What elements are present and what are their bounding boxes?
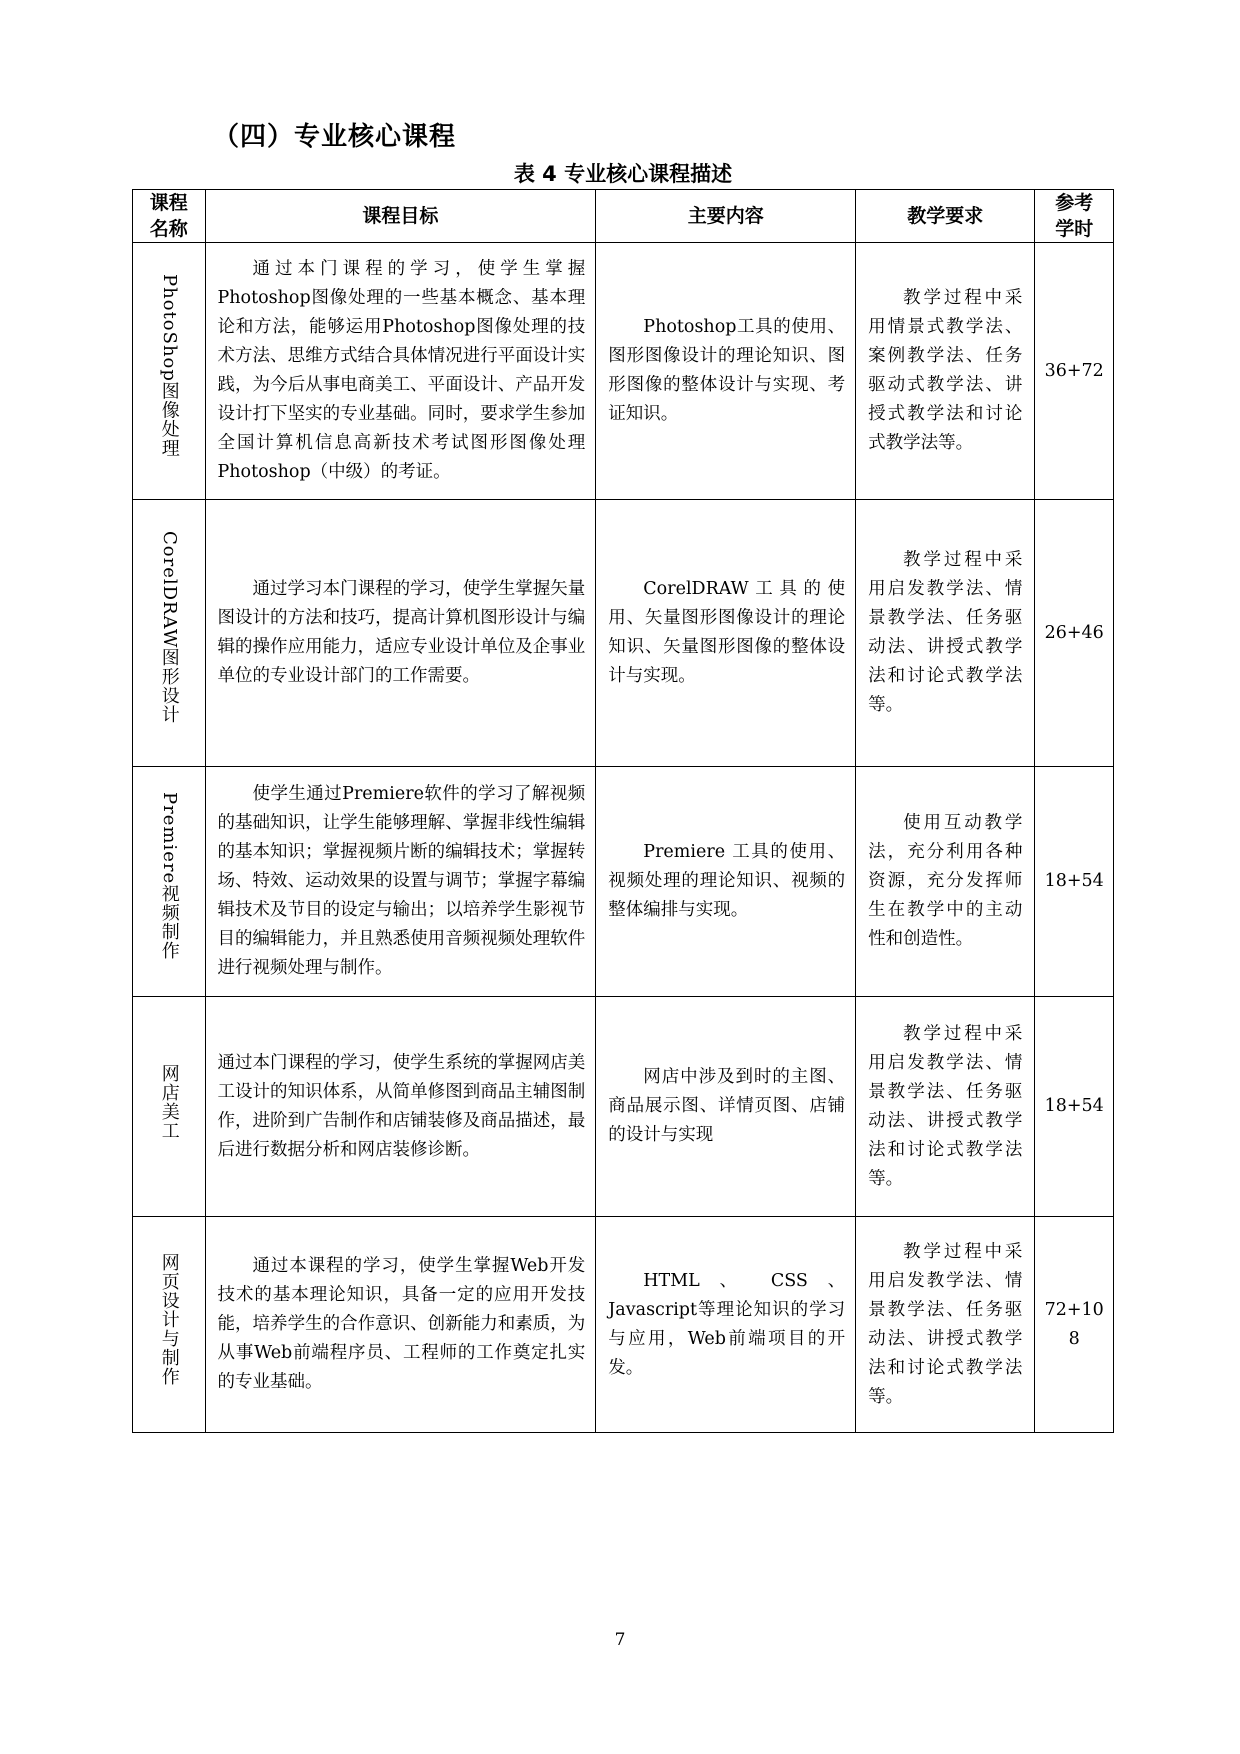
teaching-requirement: 使用互动教学法，充分利用各种资源，充分发挥师生在教学中的主动性和创造性。 [856,767,1035,997]
course-goal: 通过本门课程的学习，使学生系统的掌握网店美工设计的知识体系，从简单修图到商品主辅图制作，进阶到广告制作和店铺装修及商品描述，最后进行数据分析和网店装修诊断。 [205,997,596,1217]
header-course-goal: 课程目标 [205,190,596,243]
reference-hours: 26+46 [1035,500,1114,767]
course-name-cell [133,767,206,997]
course-content: HTML 、 CSS 、 Javascript等理论知识的学习与应用，Web前端项目的开发。 [596,1217,856,1433]
course-name-cell [133,243,206,500]
table-row [133,1217,1114,1433]
teaching-requirement: 教学过程中采用启发教学法、情景教学法、任务驱动法、讲授式教学法和讨论式教学法等。 [856,997,1035,1217]
teaching-requirement: 教学过程中采用情景式教学法、案例教学法、任务驱动式教学法、讲授式教学法和讨论式教学法等。 [856,243,1035,500]
course-goal: 通过学习本门课程的学习，使学生掌握矢量图设计的方法和技巧，提高计算机图形设计与编辑的操作应用能力，适应专业设计单位及企事业单位的专业设计部门的工作需要。 [205,500,596,767]
course-content: Photoshop工具的使用、图形图像设计的理论知识、图形图像的整体设计与实现、考证知识。 [596,243,856,500]
header-main-content: 主要内容 [596,190,856,243]
course-content: Premiere 工具的使用、视频处理的理论知识、视频的整体编排与实现。 [596,767,856,997]
course-goal: 通过本门课程的学习，使学生掌握Photoshop图像处理的一些基本概念、基本理论和方法，能够运用Photoshop图像处理的技术方法、思维方式结合具体情况进行平面设计实践，为今后从事电商美工、平面设计、产品开发设计打下坚实的专业基础。同时，要求学生参加全国计算机信息高新技术考试图形图像处理Photoshop（中级）的考证。 [205,243,596,500]
reference-hours: 18+54 [1035,997,1114,1217]
course-goal: 使学生通过Premiere软件的学习了解视频的基础知识，让学生能够理解、掌握非线性编辑的基本知识；掌握视频片断的编辑技术；掌握转场、特效、运动效果的设置与调节；掌握字幕编辑技术及节目的设定与输出；以培养学生影视节目的编辑能力，并且熟悉使用音频视频处理软件进行视频处理与制作。 [205,767,596,997]
table-row [133,767,1114,997]
teaching-requirement: 教学过程中采用启发教学法、情景教学法、任务驱动法、讲授式教学法和讨论式教学法等。 [856,500,1035,767]
course-name: Premiere视频制作 [158,792,180,961]
course-name: 网店美工 [158,1063,180,1140]
table-header-row [133,190,1114,243]
course-name-cell [133,1217,206,1433]
header-course-name: 课程 名称 [133,190,206,243]
course-content: 网店中涉及到时的主图、商品展示图、详情页图、店铺的设计与实现 [596,997,856,1217]
reference-hours: 36+72 [1035,243,1114,500]
course-name-cell [133,997,206,1217]
section-heading: （四）专业核心课程 [213,122,457,152]
course-name: CorelDRAW图形设计 [158,531,180,725]
table-caption: 表 4 专业核心课程描述 [513,162,733,186]
header-teaching-requirement: 教学要求 [856,190,1035,243]
table-row [133,500,1114,767]
course-content: CorelDRAW工具的使用、矢量图形图像设计的理论知识、矢量图形图像的整体设计与实现。 [596,500,856,767]
reference-hours: 72+108 [1035,1217,1114,1433]
course-name: 网页设计与制作 [158,1253,180,1386]
header-reference-hours: 参考 学时 [1035,190,1114,243]
table-row [133,997,1114,1217]
course-goal: 通过本课程的学习，使学生掌握Web开发技术的基本理论知识，具备一定的应用开发技能，培养学生的合作意识、创新能力和素质，为从事Web前端程序员、工程师的工作奠定扎实的专业基础。 [205,1217,596,1433]
table-row [133,243,1114,500]
page-number: 7 [614,1630,626,1650]
core-course-table [132,189,1114,1433]
teaching-requirement: 教学过程中采用启发教学法、情景教学法、任务驱动法、讲授式教学法和讨论式教学法等。 [856,1217,1035,1433]
course-name-cell [133,500,206,767]
reference-hours: 18+54 [1035,767,1114,997]
course-name: PhotoShop图像处理 [158,274,180,458]
